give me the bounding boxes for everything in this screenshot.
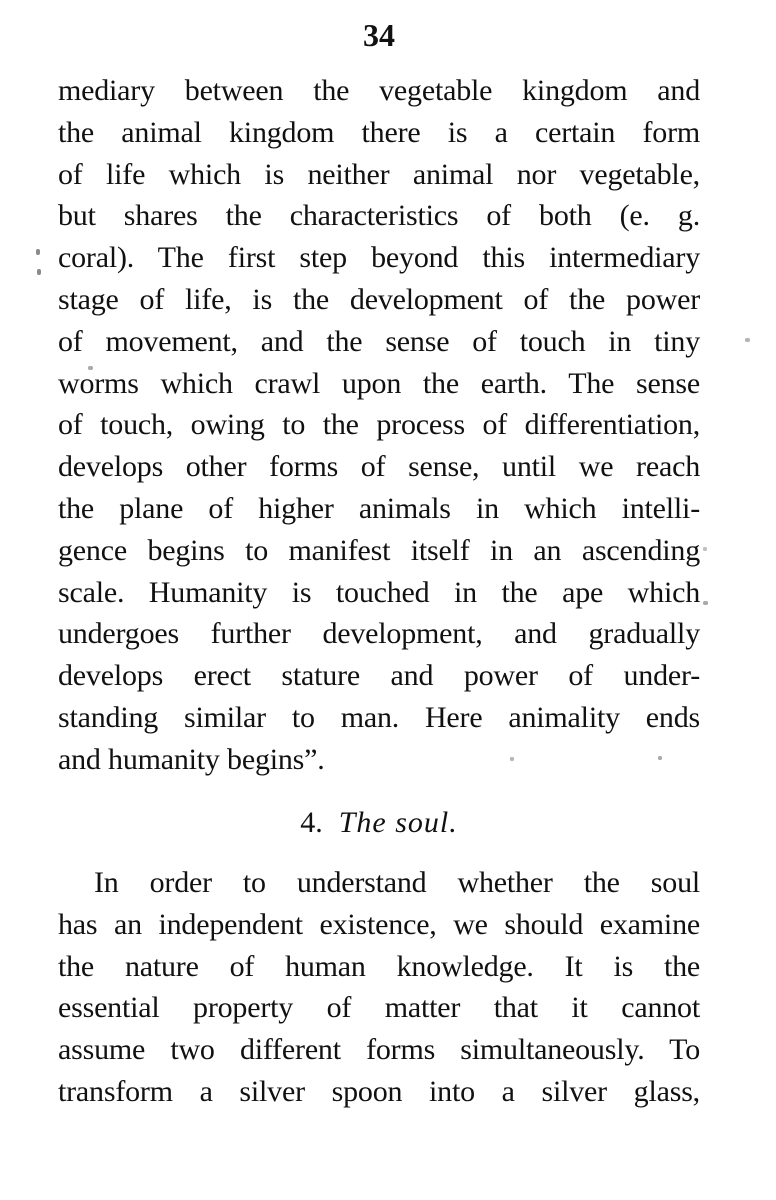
- ink-speck: [703, 601, 708, 605]
- text-line: coral). The first step beyond this intermediary: [58, 241, 700, 275]
- text-line: and humanity begins”.: [58, 742, 325, 776]
- ink-speck: [658, 756, 662, 760]
- ink-speck: [88, 366, 93, 370]
- text-line: standing similar to man. Here animality ends: [58, 700, 700, 734]
- page-number: 34: [363, 17, 395, 53]
- text-line: In order to understand whether the soul: [94, 866, 700, 899]
- section-heading: [58, 802, 700, 844]
- text-line: gence begins to manifest itself in an ascending: [58, 533, 700, 567]
- ink-speck: [745, 338, 750, 342]
- text-line: develops other forms of sense, until we reach: [58, 450, 700, 484]
- text-line: scale. Humanity is touched in the ape which: [58, 575, 700, 609]
- text-line: the plane of higher animals in which intelli-: [58, 491, 700, 525]
- ink-speck: [37, 269, 41, 275]
- text-line: essential property of matter that it cannot: [58, 991, 700, 1025]
- section-title: The soul.: [338, 806, 458, 839]
- ink-speck: [36, 249, 40, 255]
- paragraph-body-2: [58, 862, 700, 1113]
- text-line: the animal kingdom there is a certain form: [58, 115, 700, 149]
- text-line: has an independent existence, we should examine: [58, 907, 700, 941]
- paragraph-body-1: [58, 70, 700, 781]
- text-line: of movement, and the sense of touch in tiny: [58, 324, 700, 358]
- text-line: assume two different forms simultaneously. To: [58, 1033, 700, 1067]
- text-line: stage of life, is the development of the power: [58, 282, 700, 316]
- text-line: worms which crawl upon the earth. The sense: [58, 366, 700, 400]
- text-line: but shares the characteristics of both (e. g.: [58, 199, 700, 233]
- text-line: undergoes further development, and gradually: [58, 617, 700, 651]
- text-line: mediary between the vegetable kingdom and: [58, 74, 700, 107]
- section-number: 4.: [300, 806, 323, 839]
- text-line: develops erect stature and power of under-: [58, 659, 700, 693]
- text-line: transform a silver spoon into a silver glass,: [58, 1074, 700, 1108]
- text-line: of life which is neither animal nor vegetable,: [58, 157, 700, 191]
- ink-speck: [703, 547, 707, 551]
- ink-speck: [510, 757, 514, 761]
- text-line: the nature of human knowledge. It is the: [58, 949, 700, 983]
- text-line: of touch, owing to the process of differentiation,: [58, 408, 700, 442]
